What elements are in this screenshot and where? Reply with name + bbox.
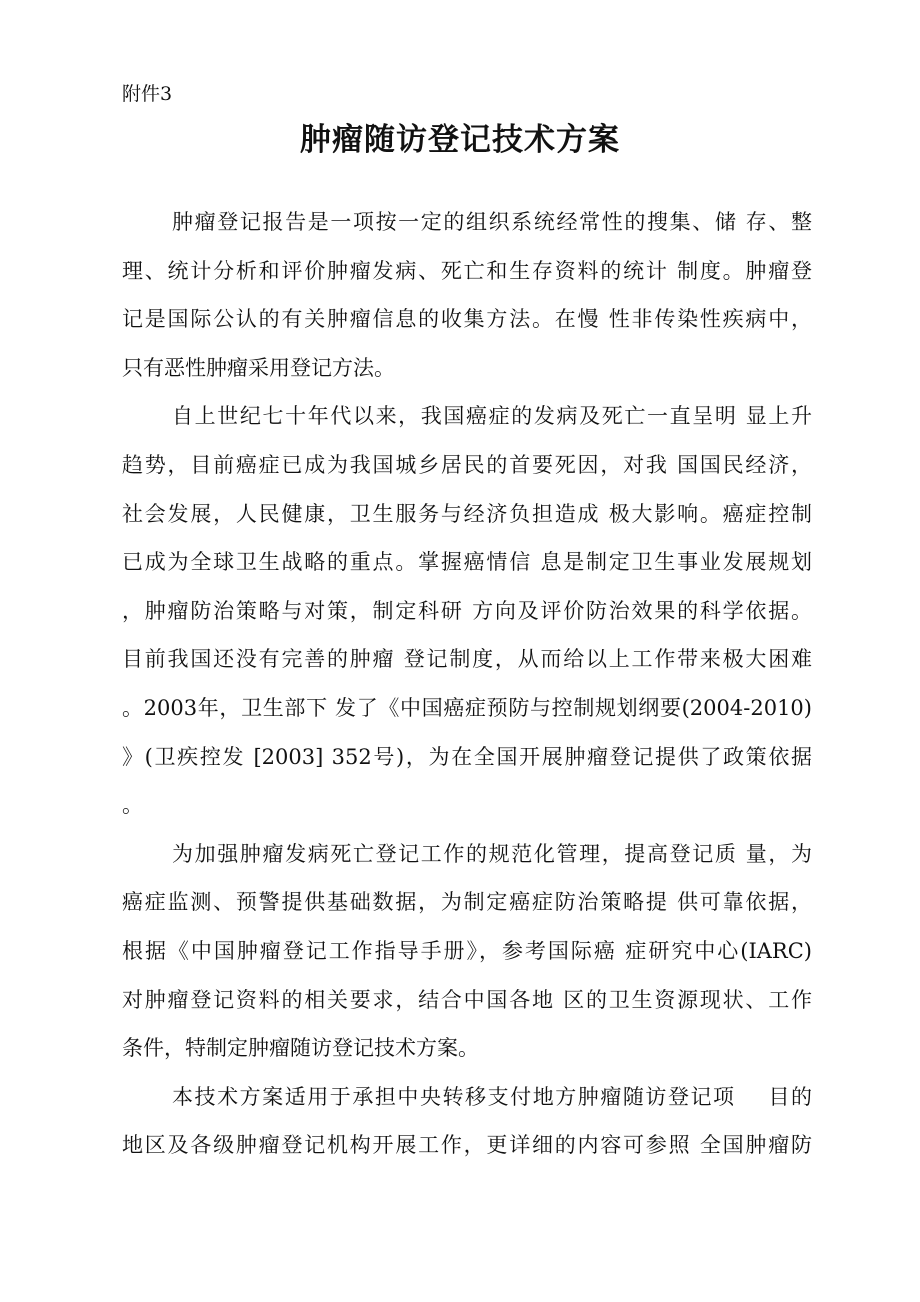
text-line: 自上世纪七十年代以来，我国癌症的发病及死亡一直呈明 显上升 [172,404,812,429]
text-line: 肿瘤登记报告是一项按一定的组织系统经常性的搜集、储 存、整 [172,210,812,234]
text-line: 》(卫疾控发 [2003] 352号)，为在全国开展肿瘤登记提供了政策依据 [122,744,812,769]
document-title: 肿瘤随访登记技术方案 [300,122,620,158]
text-line: 癌症监测、预警提供基础数据，为制定癌症防治策略提 供可靠依据， [122,890,812,915]
text-line: 本技术方案适用于承担中央转移支付地方肿瘤随访登记项 目的 [172,1084,812,1109]
text-line: 为加强肿瘤发病死亡登记工作的规范化管理，提高登记质 量，为 [172,841,812,866]
text-line: 地区及各级肿瘤登记机构开展工作，更详细的内容可参照 全国肿瘤防 [122,1133,812,1158]
text-line: 社会发展，人民健康，卫生服务与经济负担造成 极大影响。癌症控制 [122,501,812,526]
attachment-label: 附件3 [122,83,173,105]
text-line: 趋势，目前癌症已成为我国城乡居民的首要死因，对我 国国民经济， [122,452,812,477]
paragraph [122,830,812,1073]
text-line: ，肿瘤防治策略与对策，制定科研 方向及评价防治效果的科学依据。 [122,598,812,623]
document-body [122,198,812,1170]
paragraph [122,392,812,829]
text-line: 目前我国还没有完善的肿瘤 登记制度，从而给以上工作带来极大困难 [122,647,812,672]
text-line: 已成为全球卫生战略的重点。掌握癌情信 息是制定卫生事业发展规划 [122,550,812,575]
text-line: 条件，特制定肿瘤随访登记技术方案。 [122,1036,479,1061]
paragraph [122,198,812,392]
text-line: 。 [122,793,143,818]
paragraph [122,1073,812,1170]
text-line: 根据《中国肿瘤登记工作指导手册》，参考国际癌 症研究中心(IARC) [122,938,812,963]
text-line: 只有恶性肿瘤采用登记方法。 [122,355,395,380]
text-line: 对肿瘤登记资料的相关要求，结合中国各地 区的卫生资源现状、工作 [122,987,812,1012]
text-line: 。2003年，卫生部下 发了《中国癌症预防与控制规划纲要(2004-2010) [122,695,812,720]
text-line: 理、统计分析和评价肿瘤发病、死亡和生存资料的统计 制度。肿瘤登 [122,258,812,283]
text-line: 记是国际公认的有关肿瘤信息的收集方法。在慢 性非传染性疾病中， [122,307,812,332]
